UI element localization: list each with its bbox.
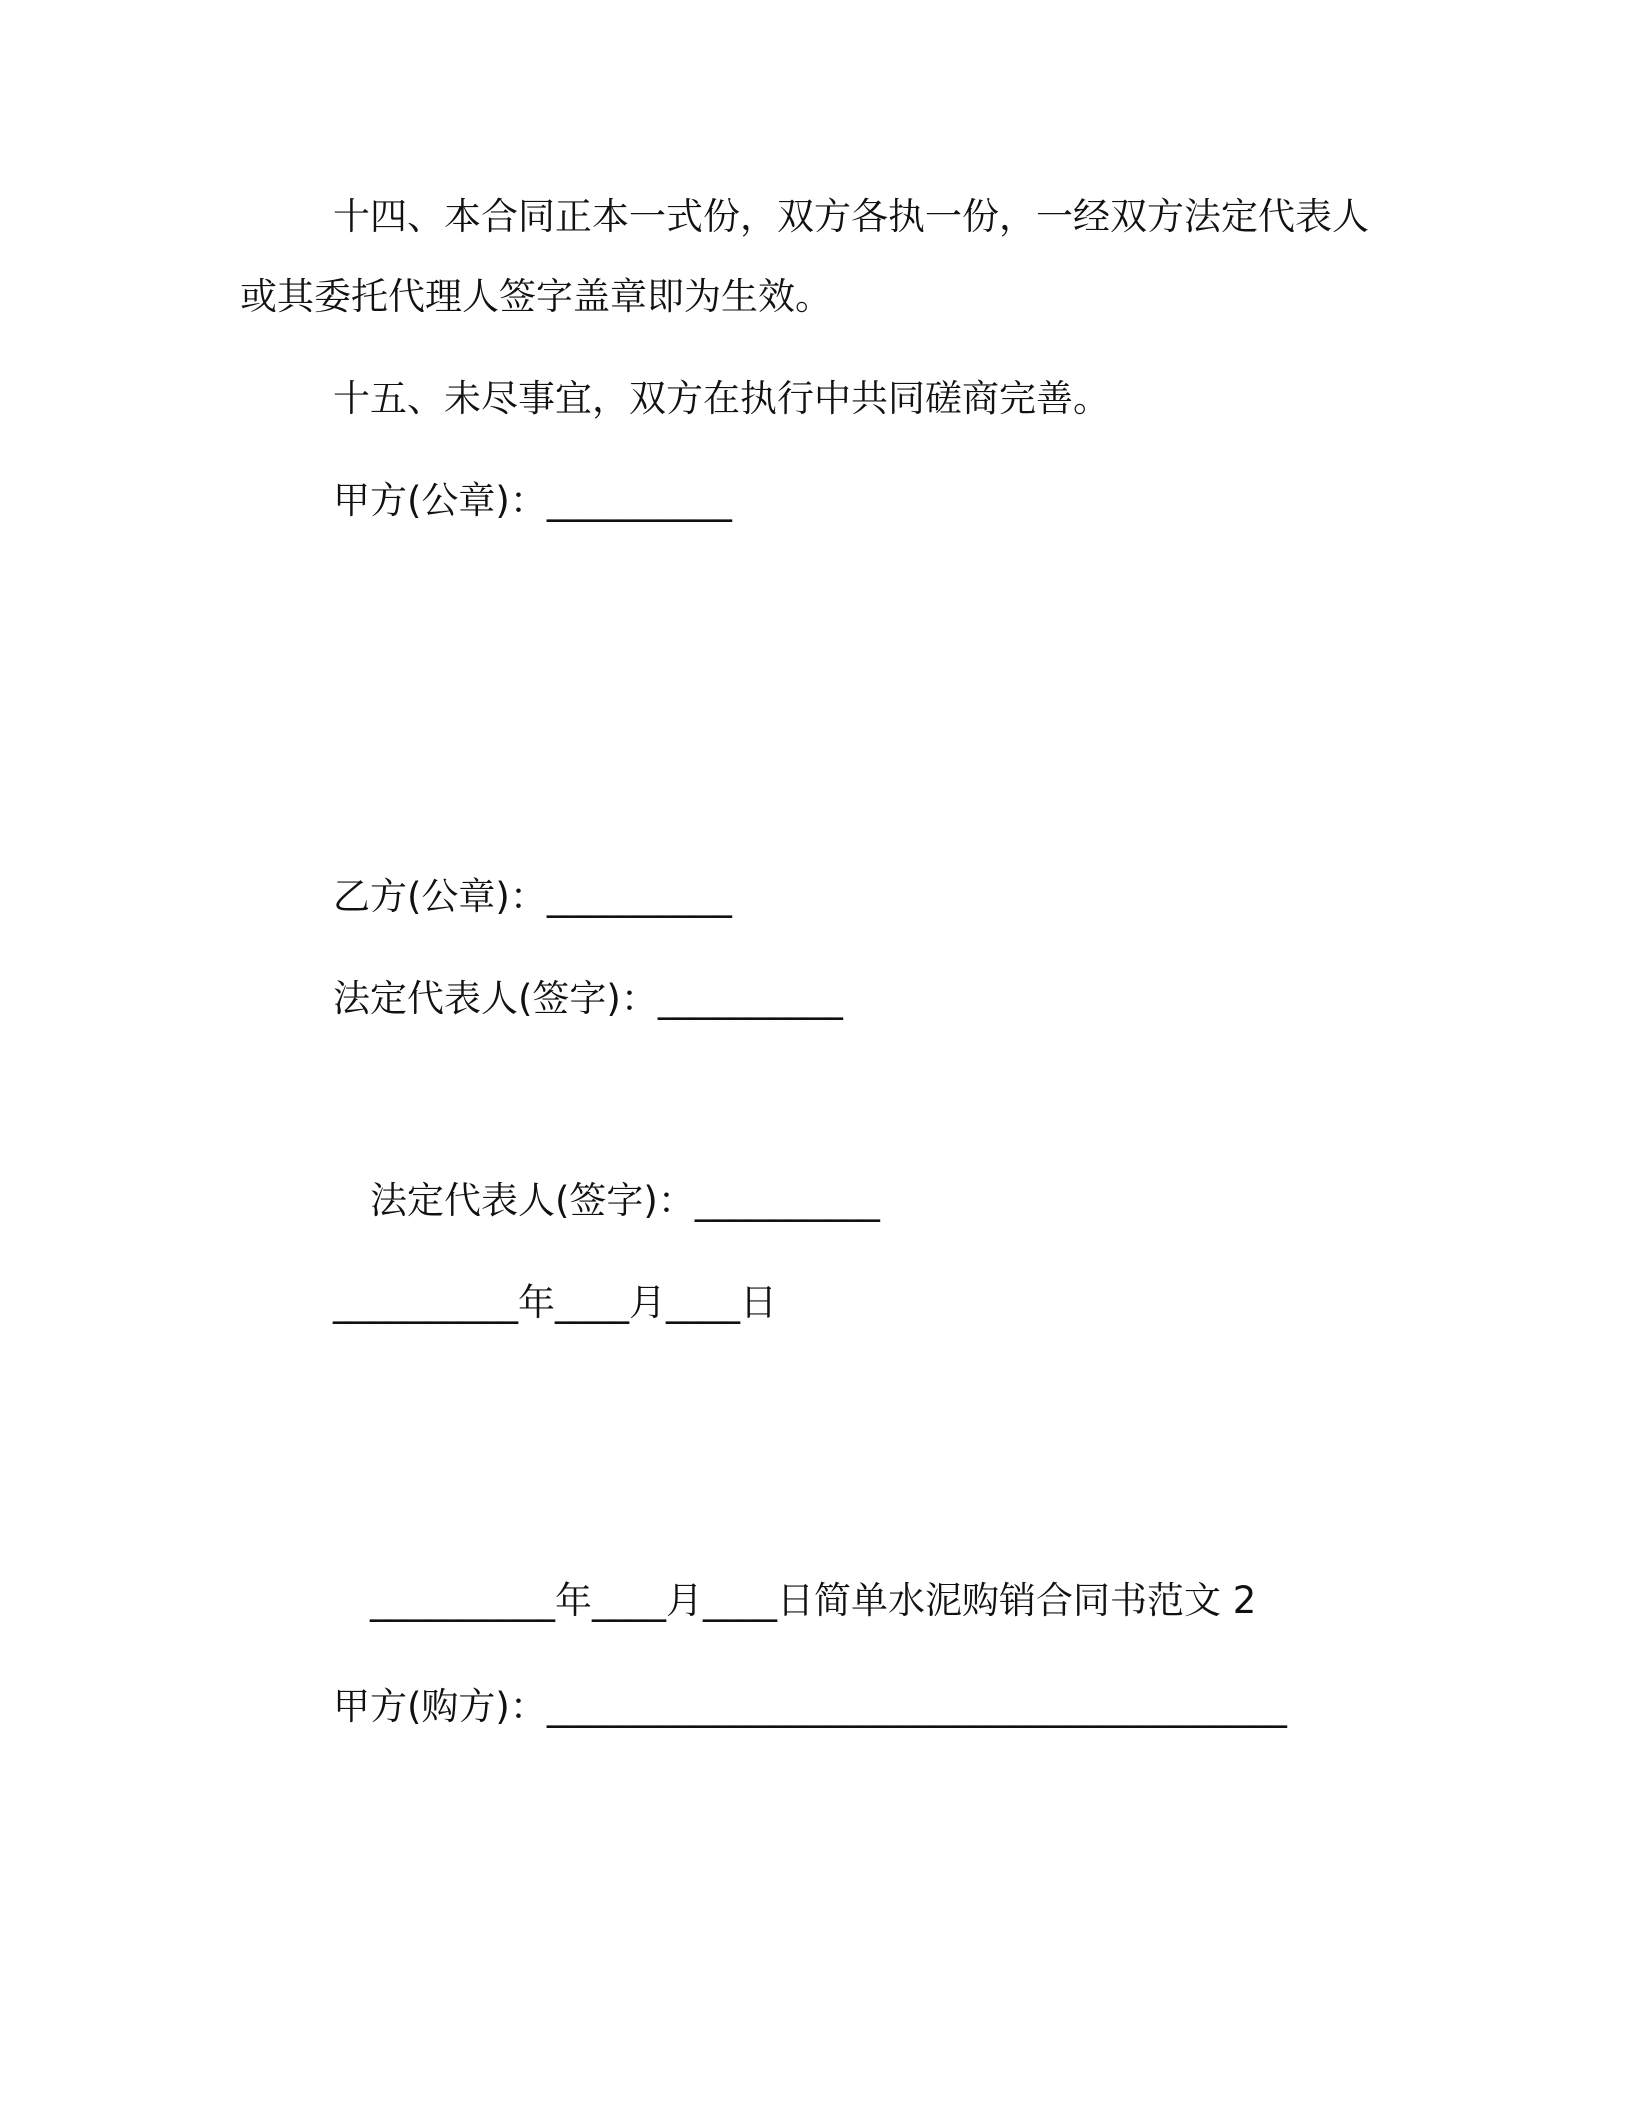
clause-14-line-2: 或其委托代理人签字盖章即为生效。 [240, 275, 832, 318]
clause-15: 十五、未尽事宜，双方在执行中共同磋商完善。 [333, 377, 1110, 420]
party-a-buyer: 甲方(购方)：________________________________________ [333, 1685, 1287, 1728]
clause-14-line-1: 十四、本合同正本一式份，双方各执一份，一经双方法定代表人 [333, 195, 1369, 238]
date-and-title: __________年____月____日简单水泥购销合同书范文 2 [370, 1579, 1257, 1622]
party-b-seal: 乙方(公章)：__________ [333, 875, 732, 918]
date-line: __________年____月____日 [333, 1281, 777, 1324]
party-a-seal: 甲方(公章)：__________ [333, 479, 732, 522]
legal-rep-signature-1: 法定代表人(签字)：__________ [333, 977, 843, 1020]
legal-rep-signature-2: 法定代表人(签字)：__________ [370, 1179, 880, 1222]
